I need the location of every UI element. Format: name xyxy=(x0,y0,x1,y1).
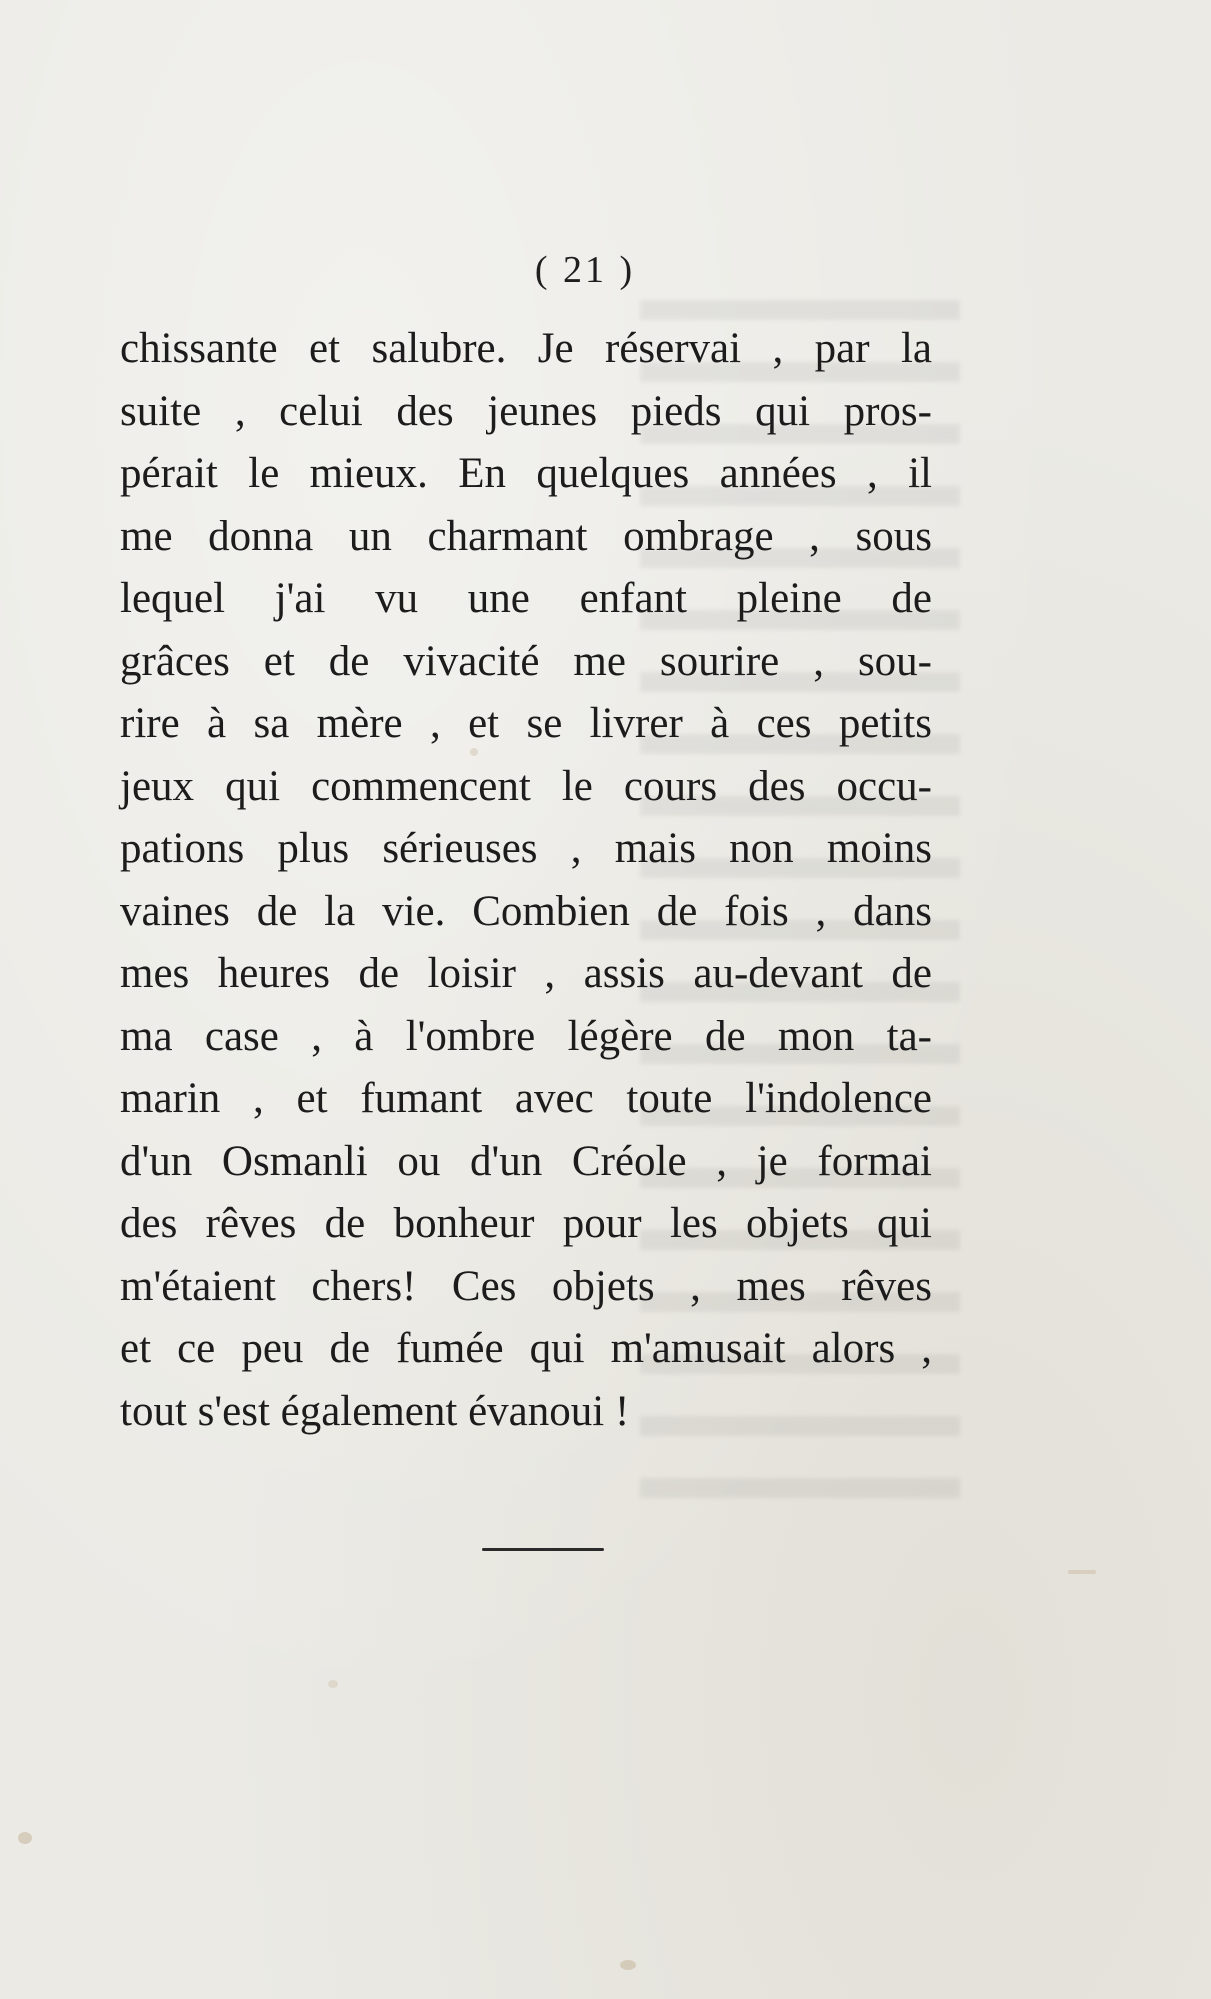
text-line: ma case , à l'ombre légère de mon ta- xyxy=(120,1012,932,1060)
text-line: pations plus sérieuses , mais non moins xyxy=(120,825,932,872)
text-line: suite , celui des jeunes pieds qui pros- xyxy=(120,387,932,435)
end-rule xyxy=(482,1548,604,1551)
text-line-last: tout s'est également évanoui ! xyxy=(120,1387,630,1435)
body-text xyxy=(120,318,932,1443)
page-number: ( 21 ) xyxy=(534,249,636,291)
text-line: vaines de la vie. Combien de fois , dans xyxy=(120,887,932,935)
text-line: et ce peu de fumée qui m'amusait alors , xyxy=(120,1325,932,1372)
text-line: pérait le mieux. En quelques années , il xyxy=(120,450,932,497)
text-line: m'étaient chers! Ces objets , mes rêves xyxy=(120,1262,932,1310)
text-line: chissante et salubre. Je réservai , par la xyxy=(120,325,932,372)
text-line: lequel j'ai vu une enfant pleine de xyxy=(120,575,932,622)
text-line: mes heures de loisir , assis au-devant de xyxy=(120,950,932,997)
text-line: me donna un charmant ombrage , sous xyxy=(120,512,932,560)
text-line: des rêves de bonheur pour les objets qui xyxy=(120,1200,932,1247)
text-line: jeux qui commencent le cours des occu- xyxy=(120,762,932,810)
text-line: d'un Osmanli ou d'un Créole , je formai xyxy=(120,1137,932,1185)
text-line: marin , et fumant avec toute l'indolence xyxy=(120,1075,932,1122)
text-line: rire à sa mère , et se livrer à ces petits xyxy=(120,700,932,747)
text-line: grâces et de vivacité me sourire , sou- xyxy=(120,637,932,685)
